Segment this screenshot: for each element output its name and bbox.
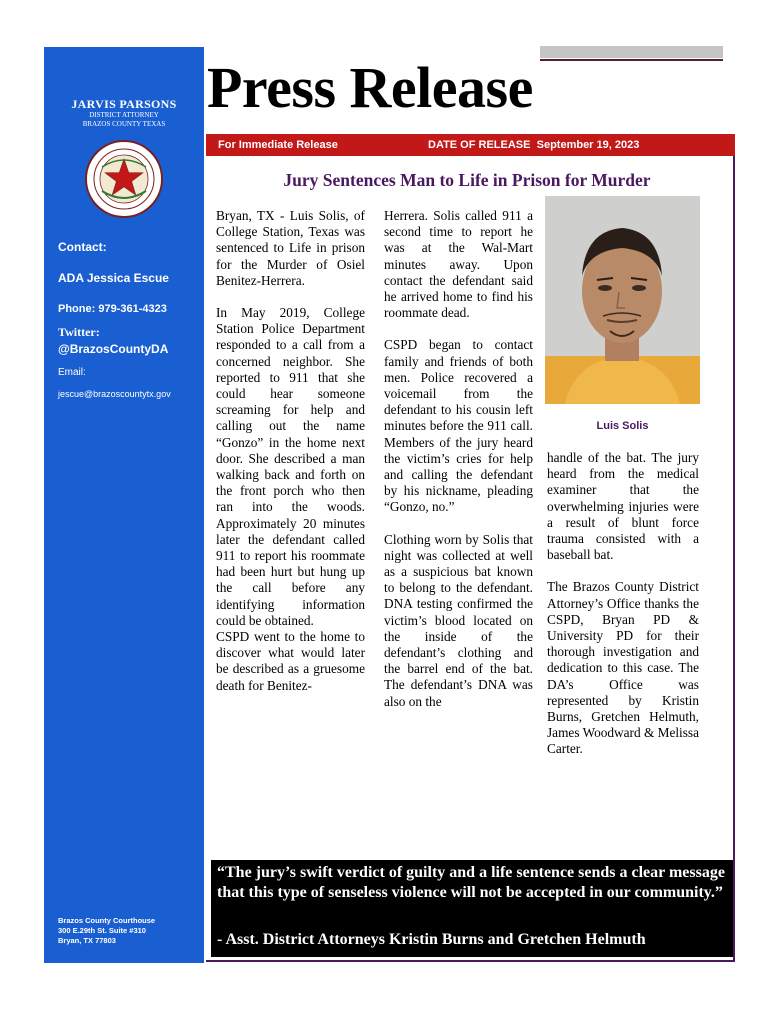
date-label: DATE OF RELEASE (428, 139, 531, 151)
email-label: Email: (58, 367, 86, 378)
county-seal-icon (84, 139, 164, 219)
paragraph: handle of the bat. The jury heard from the medical examiner that the overwhelming injuries were a result of blunt force trauma consisted with a baseball bat. (547, 450, 699, 563)
contact-label: Contact: (58, 240, 107, 254)
address-line1: Brazos County Courthouse (58, 916, 156, 925)
mugshot-photo (545, 196, 700, 404)
da-name: JARVIS PARSONS (71, 97, 177, 111)
paragraph: CSPD began to contact family and friends of both men. Police recovered a voicemail from the defendant to his cousin left minutes before the 911 call. Members of the jury heard the victim’s cries for help and calling the defendant by his nickname, pleading “Gonzo, no.” (384, 337, 533, 515)
sidebar (44, 47, 204, 963)
twitter-handle[interactable]: @BrazosCountyDA (58, 342, 169, 356)
article-column-1 (216, 208, 365, 694)
release-type: For Immediate Release (218, 139, 338, 151)
top-decor-bar (540, 46, 723, 58)
address-line2: 300 E.29th St. Suite #310 (58, 926, 146, 935)
paragraph: Bryan, TX - Luis Solis, of College Station, Texas was sentenced to Life in prison for the Murder of Osiel Benitez-Herrera. (216, 208, 365, 288)
article-column-3 (547, 450, 699, 758)
twitter-label: Twitter: (58, 325, 100, 339)
paragraph: Herrera. Solis called 911 a second time to report he was at the Wal-Mart minutes away. Upon contact the defendant said he arrived home to find his roommate dead. (384, 208, 533, 321)
photo-caption: Luis Solis (596, 420, 649, 432)
email-link[interactable]: jescue@brazoscountytx.gov (58, 389, 171, 399)
contact-name: ADA Jessica Escue (58, 271, 169, 285)
address-line3: Bryan, TX 77803 (58, 936, 116, 945)
page-title: Press Release (207, 55, 533, 120)
contact-phone: Phone: 979-361-4323 (58, 303, 167, 315)
release-banner (206, 134, 735, 156)
article-headline: Jury Sentences Man to Life in Prison for Murder (283, 170, 651, 190)
pull-quote (211, 860, 733, 957)
date-value: September 19, 2023 (536, 139, 640, 151)
article-column-2 (384, 208, 533, 710)
da-title (44, 111, 204, 129)
top-decor-line (540, 59, 723, 61)
da-title-line1: DISTRICT ATTORNEY (89, 111, 159, 119)
paragraph: In May 2019, College Station Police Department responded to a call from a concerned neighbor. She reported to 911 that she could hear someone screaming for help and calling out the name “Gonzo” in the home next door. She described a man walking back and forth on the front porch who then ran into the woods. Approximately 20 minutes later the defendant called 911 to report his roommate had been hurt but hung up the call before any identifying information could be obtained. (216, 305, 365, 628)
paragraph: Clothing worn by Solis that night was collected at well as a suspicious bat known to belong to the defendant. DNA testing confirmed the victim’s blood located on the inside of the defendant’s clothing and the barrel end of the bat. The defendant’s DNA was also on the (384, 531, 533, 709)
frame-border-bottom (206, 960, 735, 962)
address (58, 916, 155, 946)
paragraph: The Brazos County District Attorney’s Office thanks the CSPD, Bryan PD & University PD for their thorough investigation and dedication to this case. The DA’s Office was represented by Kristin Burns, Gretchen Helmuth, James Woodward & Melissa Carter. (547, 579, 699, 757)
da-title-line2: BRAZOS COUNTY TEXAS (82, 120, 166, 128)
frame-border-right (733, 156, 735, 962)
quote-text: “The jury’s swift verdict of guilty and a life sentence sends a clear message that this type of senseless violence will not be accepted in our community.” (217, 864, 725, 901)
quote-attribution: - Asst. District Attorneys Kristin Burns and Gretchen Helmuth (217, 931, 646, 948)
release-date (428, 134, 639, 156)
paragraph: CSPD went to the home to discover what would later be described as a gruesome death for Benitez- (216, 629, 365, 693)
